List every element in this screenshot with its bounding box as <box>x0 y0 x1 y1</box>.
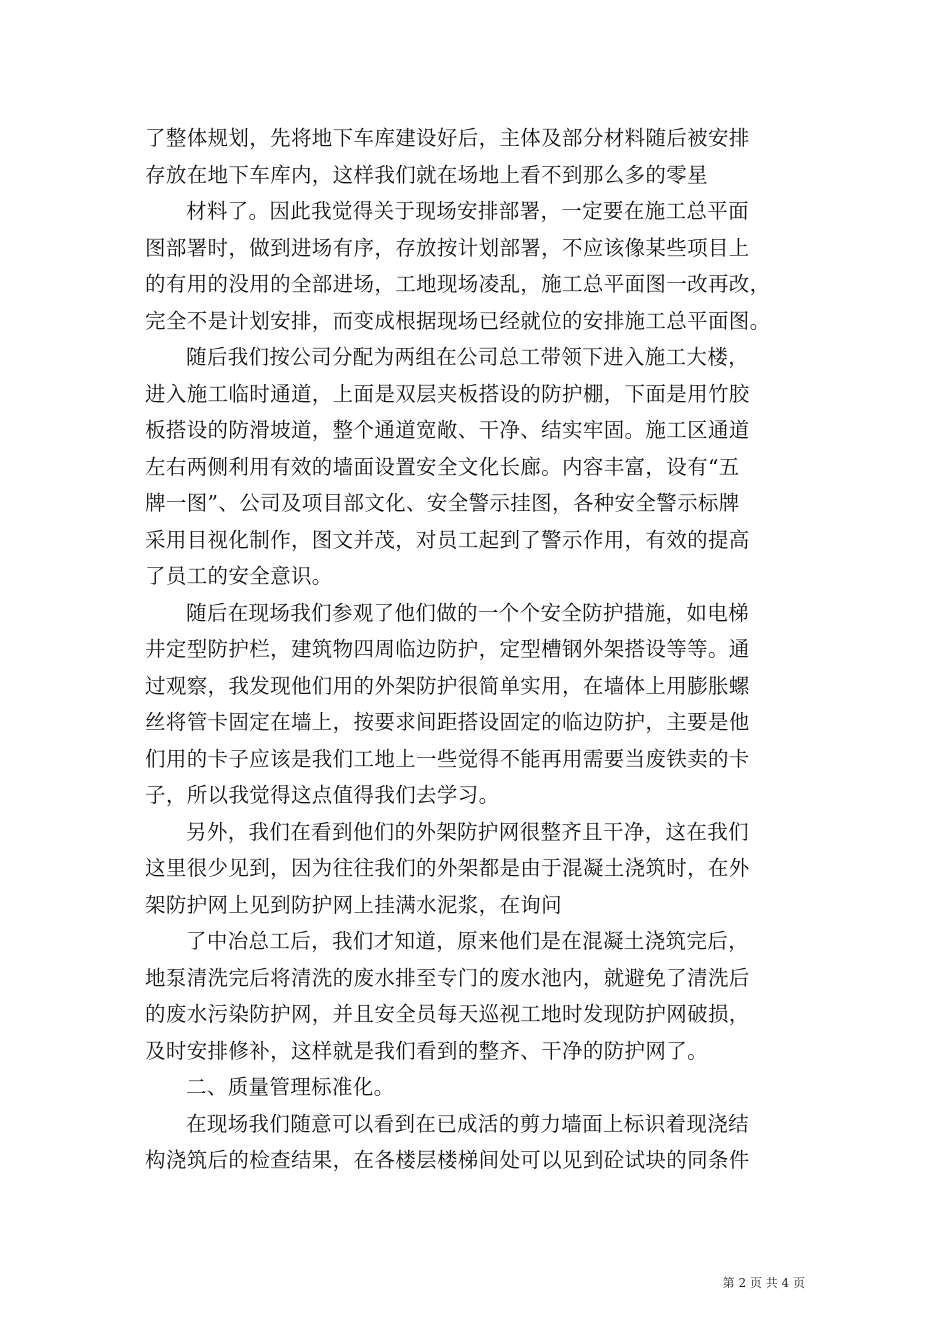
text-line: 完全不是计划安排，而变成根据现场已经就位的安排施工总平面图。 <box>145 308 771 333</box>
page-number-footer: 第 2 页 共 4 页 <box>722 1276 805 1290</box>
text-line: 架防护网上见到防护网上挂满水泥浆，在询问 <box>145 892 562 917</box>
text-line: 图部署时，做到进场有序，存放按计划部署，不应该像某些项目上 <box>145 235 750 260</box>
text-line: 这里很少见到，因为往往我们的外架都是由于混凝土浇筑时，在外 <box>145 856 750 880</box>
text-line: 井定型防护栏，建筑物四周临边防护，定型槽钢外架搭设等等。通 <box>145 637 750 661</box>
text-line: 地泵清洗完后将清洗的废水排至专门的废水池内，就避免了清洗后 <box>145 965 750 990</box>
text-line: 子，所以我觉得这点值得我们去学习。 <box>145 783 500 807</box>
text-line: 采用目视化制作，图文并茂，对员工起到了警示作用，有效的提高 <box>145 527 750 552</box>
text-line: 了整体规划，先将地下车库建设好后，主体及部分材料随后被安排 <box>145 126 750 150</box>
text-line: 材料了。因此我觉得关于现场安排部署，一定要在施工总平面 <box>186 199 749 223</box>
text-line: 了员工的安全意识。 <box>145 564 333 588</box>
text-line: 板搭设的防滑坡道，整个通道宽敞、干净、结实牢固。施工区通道 <box>145 418 750 442</box>
text-line: 牌一图”、公司及项目部文化、安全警示挂图，各种安全警示标牌 <box>145 491 740 515</box>
text-line: 存放在地下车库内，这样我们就在场地上看不到那么多的零星 <box>145 162 708 187</box>
document-body <box>145 120 807 1179</box>
text-line: 另外，我们在看到他们的外架防护网很整齐且干净，这在我们 <box>186 819 749 844</box>
text-line: 在现场我们随意可以看到在已成活的剪力墙面上标识着现浇结 <box>186 1111 749 1136</box>
text-line: 过观察，我发现他们用的外架防护很简单实用，在墙体上用膨胀螺 <box>145 673 750 698</box>
text-line: 随后在现场我们参观了他们做的一个个安全防护措施，如电梯 <box>186 600 749 625</box>
text-line: 们用的卡子应该是我们工地上一些觉得不能再用需要当废铁卖的卡 <box>145 746 750 771</box>
text-line: 及时安排修补，这样就是我们看到的整齐、干净的防护网了。 <box>145 1038 708 1063</box>
text-line: 左右两侧利用有效的墙面设置安全文化长廊。内容丰富，设有“五 <box>145 454 740 479</box>
text-line: 的有用的没用的全部进场，工地现场凌乱，施工总平面图一改再改， <box>145 272 771 296</box>
text-line: 了中冶总工后，我们才知道，原来他们是在混凝土浇筑完后， <box>186 929 749 953</box>
text-line: 丝将管卡固定在墙上，按要求间距搭设固定的临边防护，主要是他 <box>145 710 750 734</box>
text-line: 二、质量管理标准化。 <box>186 1075 395 1099</box>
text-line: 进入施工临时通道，上面是双层夹板搭设的防护棚，下面是用竹胶 <box>145 381 750 406</box>
text-line: 构浇筑后的检查结果，在各楼层楼梯间处可以见到砼试块的同条件 <box>145 1148 750 1172</box>
text-line: 的废水污染防护网，并且安全员每天巡视工地时发现防护网破损， <box>145 1002 750 1026</box>
text-line: 随后我们按公司分配为两组在公司总工带领下进入施工大楼， <box>186 345 749 369</box>
